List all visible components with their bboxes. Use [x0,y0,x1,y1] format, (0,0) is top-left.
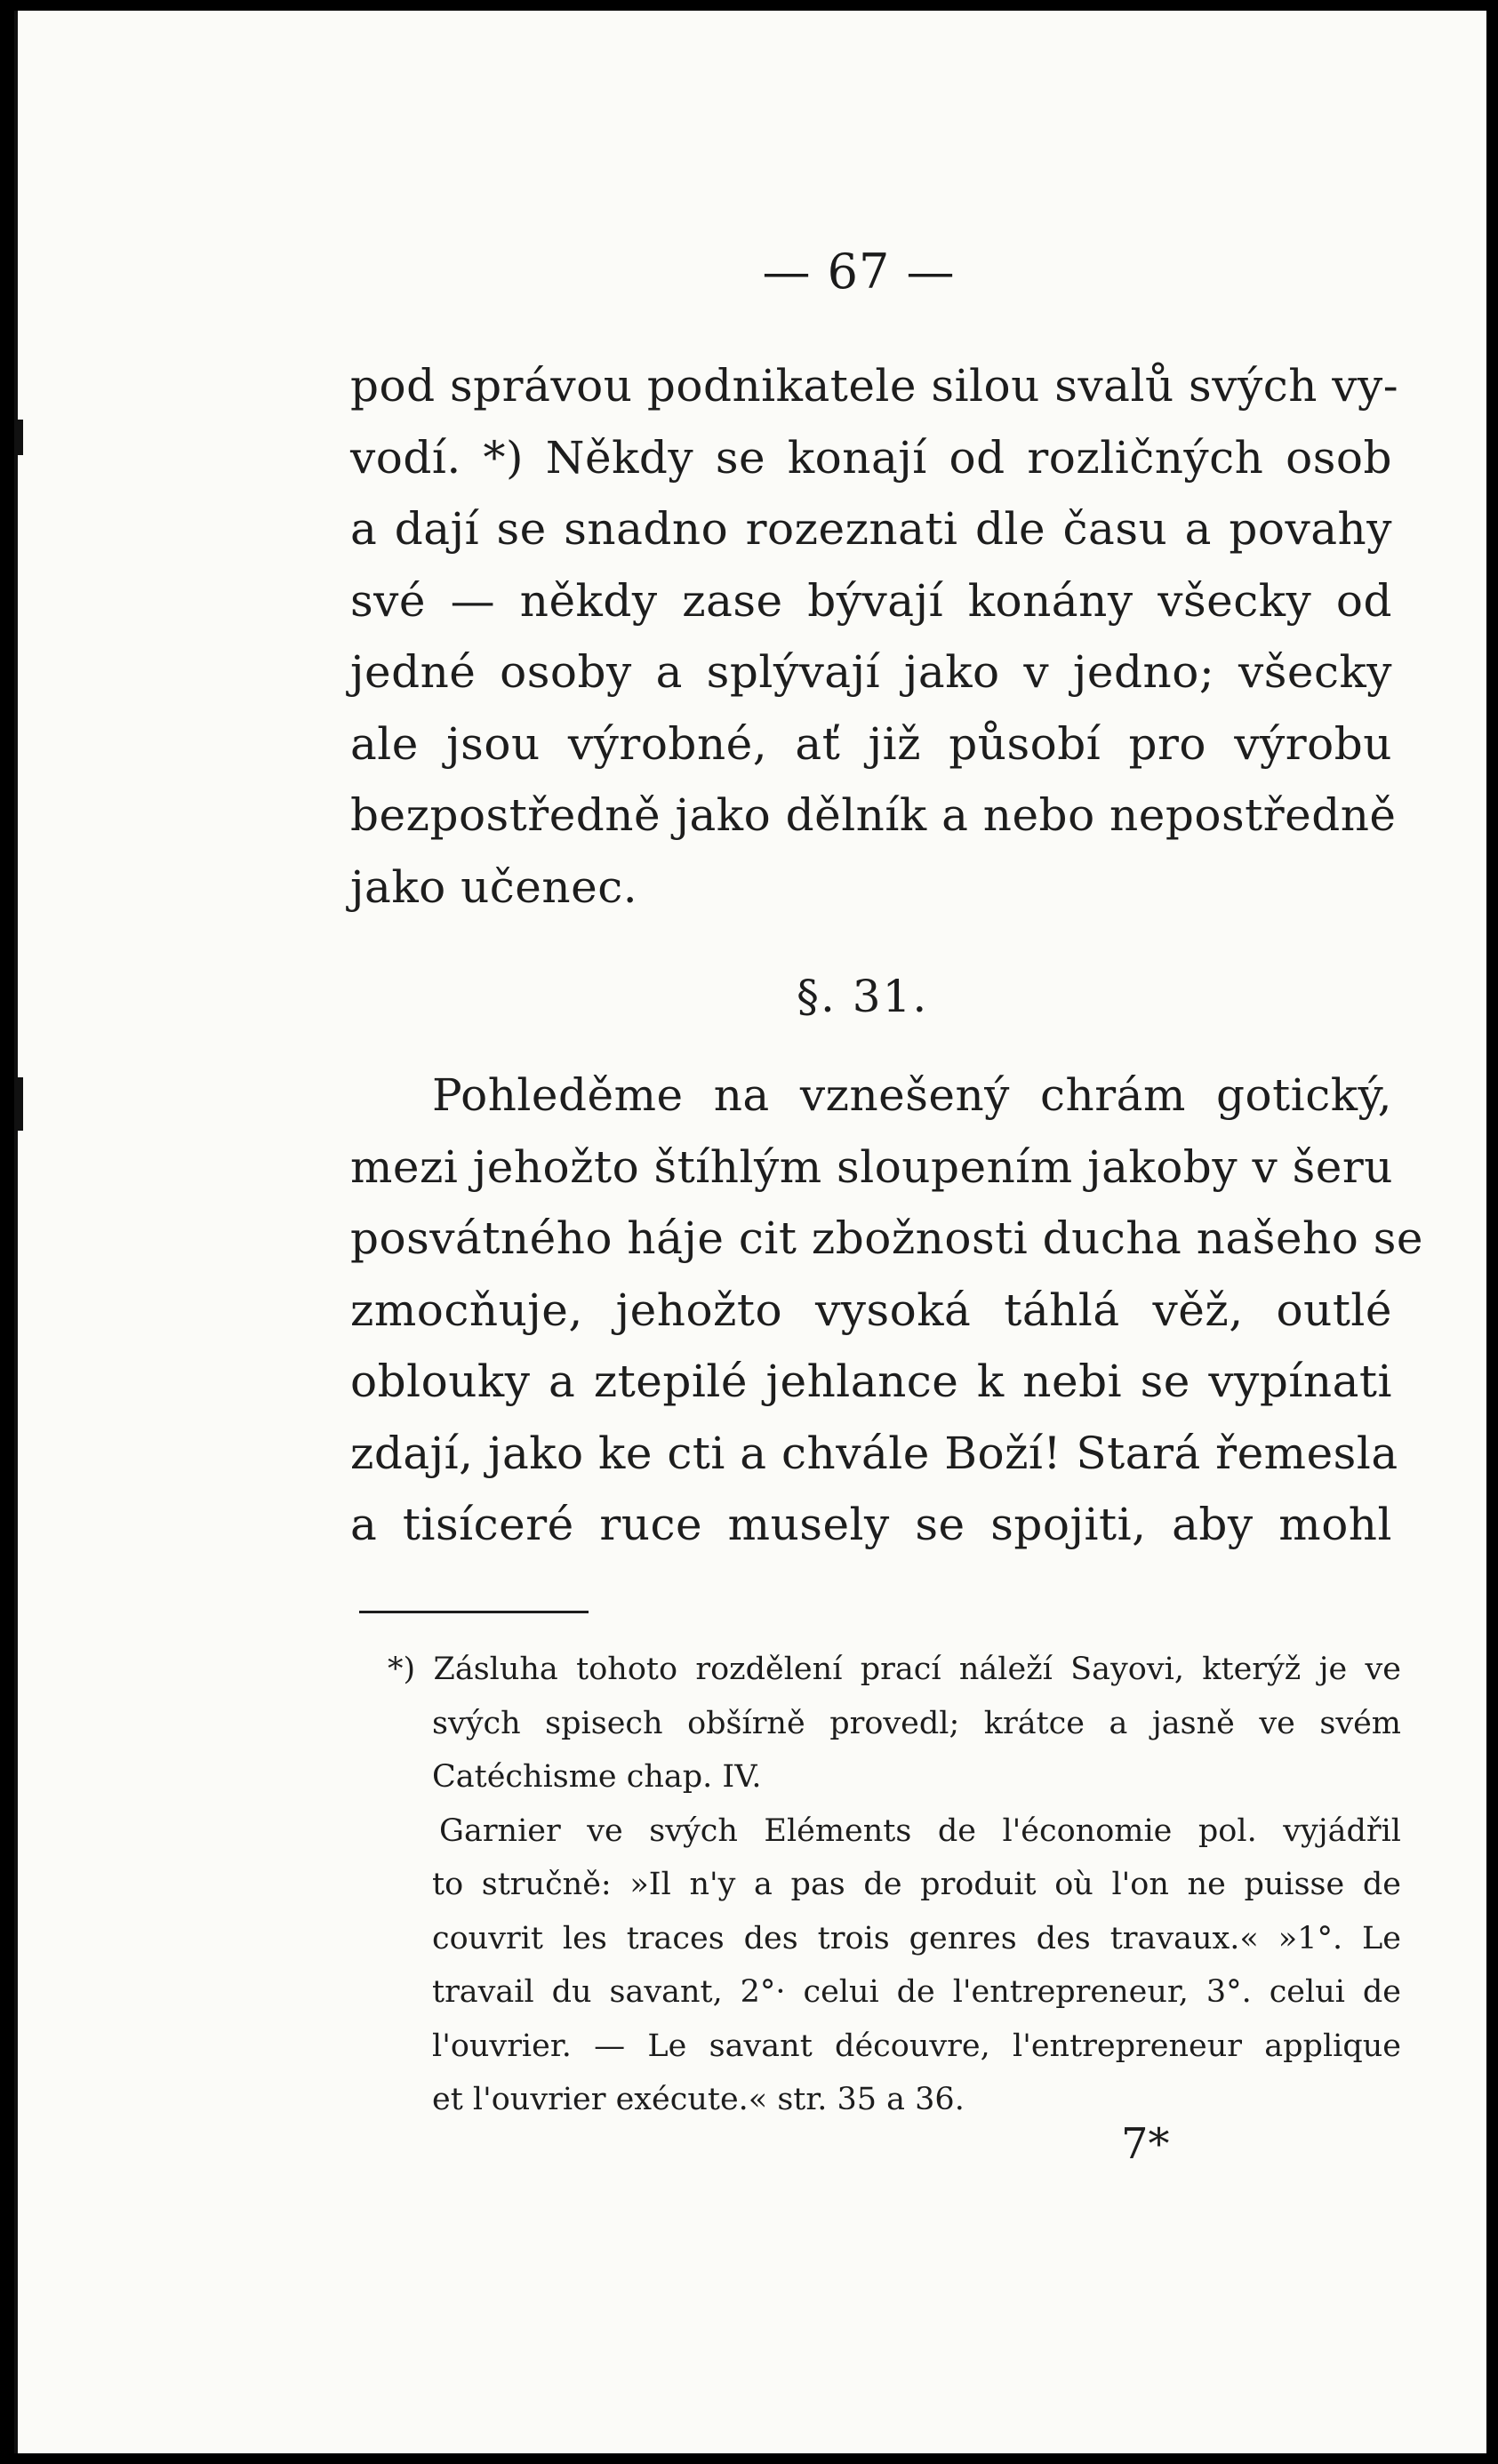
footnote-line: Garnier ve svých Eléments de l'économie pol. vyjádřil [439,1812,1401,1849]
footnote-line: l'ouvrier. — Le savant découvre, l'entrepreneur applique [432,2028,1401,2064]
text-line: posvátného háje cit zbožnosti ducha našeho se [350,1212,1423,1264]
page-edge-shadow [14,11,18,2453]
footnote-line: *) Zásluha tohoto rozdělení prací náleží Sayovi, kterýž je ve [388,1652,1401,1687]
text-line: oblouky a ztepilé jehlance k nebi se vypínati [350,1356,1392,1407]
text-line: pod správou podnikatele silou svalů svých vy- [350,360,1399,412]
text-line: zdají, jako ke cti a chvále Boží! Stará řemesla [350,1427,1398,1479]
edge-tab-mark [14,420,23,455]
book-page [14,11,1486,2453]
edge-tab-mark [14,1077,23,1131]
footnote-line: to stručně: »Il n'y a pas de produit où l'on ne puisse de [432,1867,1401,1902]
footnote-separator [359,1611,589,1613]
text-line: jedné osoby a splývají jako v jedno; všecky [350,646,1392,698]
text-line: vodí. *) Někdy se konají od rozličných osob [350,431,1392,484]
text-line: ale jsou výrobné, ať již působí pro výrobu [350,717,1392,770]
text-line: mezi jehožto štíhlým sloupením jakoby v šeru [350,1140,1393,1193]
footnote-line: svých spisech obšírně provedl; krátce a jasně ve svém [432,1705,1401,1741]
text-line: bezpostředně jako dělník a nebo nepostředně [350,789,1397,841]
footnote-line: couvrit les traces des trois genres des travaux.« »1°. Le [432,1920,1401,1956]
page-number: — 67 — [762,244,956,300]
signature-mark: 7* [1121,2119,1170,2169]
text-line: zmocňuje, jehožto vysoká táhlá věž, outlé [350,1284,1392,1336]
text-line: Pohleděme na vznešený chrám gotický, [432,1069,1392,1121]
footnote-line: Catéchisme chap. IV. [432,1759,762,1795]
text-line: jako učenec. [350,860,638,913]
paragraph-1 [350,350,1399,923]
text-line: a dají se snadno rozeznati dle času a povahy [350,503,1392,555]
text-line: a tisíceré ruce musely se spojiti, aby mohl [350,1499,1392,1550]
text-line: své — někdy zase bývají konány všecky od [350,574,1392,627]
footnote-line: travail du savant, 2°· celui de l'entrepreneur, 3°. celui de [432,1974,1401,2010]
section-heading: §. 31. [797,971,929,1022]
footnote-line: et l'ouvrier exécute.« str. 35 a 36. [432,2082,965,2117]
paragraph-2 [350,1060,1423,1561]
footnote [388,1643,1401,2127]
